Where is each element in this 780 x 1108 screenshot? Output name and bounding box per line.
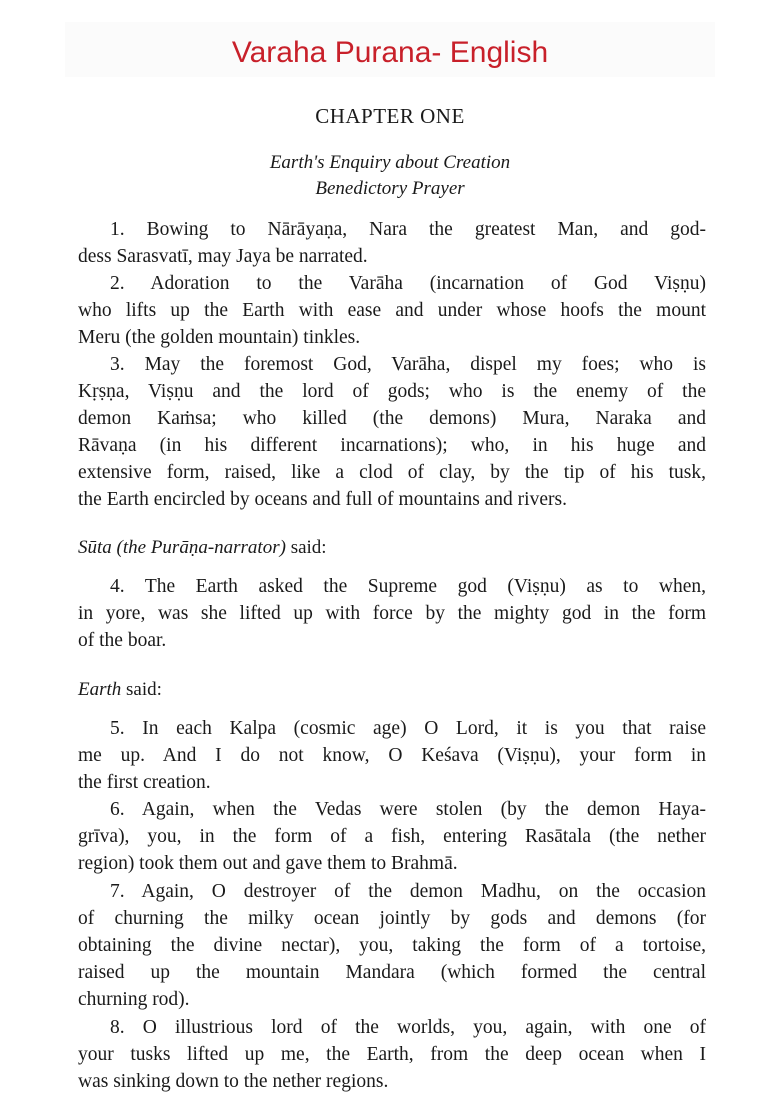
- verse-4-line: of the boar.: [78, 630, 167, 651]
- verse-2-line: who lifts up the Earth with ease and under whose hoofs the mount: [78, 300, 706, 321]
- verse-6-line: 6. Again, when the Vedas were stolen (by the demon Haya-: [110, 799, 706, 820]
- speaker-suta: [78, 537, 327, 559]
- verse-5-line: me up. And I do not know, O Keśava (Viṣṇu), your form in: [78, 745, 706, 766]
- verse-3-line: Rāvaṇa (in his different incarnations); who, in his huge and: [78, 435, 706, 456]
- verse-8-line: 8. O illustrious lord of the worlds, you, again, with one of: [110, 1017, 706, 1038]
- verse-6-line: region) took them out and gave them to Brahmā.: [78, 853, 458, 874]
- verse-7-line: 7. Again, O destroyer of the demon Madhu, on the occasion: [110, 881, 706, 902]
- section-heading: Benedictory Prayer: [315, 178, 465, 199]
- verse-3-line: 3. May the foremost God, Varāha, dispel my foes; who is: [110, 354, 706, 375]
- verse-1-line: dess Sarasvatī, may Jaya be narrated.: [78, 246, 368, 267]
- verse-1-line: 1. Bowing to Nārāyaṇa, Nara the greatest Man, and god-: [110, 219, 706, 240]
- verse-4-line: 4. The Earth asked the Supreme god (Viṣṇu) as to when,: [110, 576, 706, 597]
- verse-6-line: grīva), you, in the form of a fish, entering Rasātala (the nether: [78, 826, 706, 847]
- speaker-name: Earth: [78, 679, 122, 700]
- speaker-earth: [78, 679, 162, 701]
- verse-7-line: of churning the milky ocean jointly by gods and demons (for: [78, 908, 706, 929]
- speaker-said: said:: [290, 537, 327, 558]
- verse-3-line: the Earth encircled by oceans and full of mountains and rivers.: [78, 489, 567, 510]
- verse-7-line: churning rod).: [78, 989, 190, 1010]
- verse-8-line: was sinking down to the nether regions.: [78, 1071, 389, 1092]
- verse-3-line: extensive form, raised, like a clod of clay, by the tip of his tusk,: [78, 462, 706, 483]
- verse-2-line: 2. Adoration to the Varāha (incarnation of God Viṣṇu): [110, 273, 706, 294]
- verse-3-line: Kṛṣṇa, Viṣṇu and the lord of gods; who is the enemy of the: [78, 381, 706, 402]
- chapter-subtitle: Earth's Enquiry about Creation: [269, 152, 511, 173]
- verse-5-line: the first creation.: [78, 772, 211, 793]
- verse-2-line: Meru (the golden mountain) tinkles.: [78, 327, 361, 348]
- chapter-heading: CHAPTER ONE: [315, 104, 465, 128]
- page-title: Varaha Purana- English: [231, 36, 549, 69]
- speaker-said: said:: [126, 679, 162, 700]
- verse-4-line: in yore, was she lifted up with force by the mighty god in the form: [78, 603, 706, 624]
- speaker-note: (the Purāṇa-narrator): [116, 537, 286, 558]
- verse-5-line: 5. In each Kalpa (cosmic age) O Lord, it is you that raise: [110, 718, 706, 739]
- verse-7-line: obtaining the divine nectar), you, taking the form of a tortoise,: [78, 935, 706, 956]
- verse-7-line: raised up the mountain Mandara (which formed the central: [78, 962, 706, 983]
- speaker-name: Sūta: [78, 537, 112, 558]
- verse-8-line: your tusks lifted up me, the Earth, from the deep ocean when I: [78, 1044, 706, 1065]
- verse-3-line: demon Kaṁsa; who killed (the demons) Mura, Naraka and: [78, 408, 706, 429]
